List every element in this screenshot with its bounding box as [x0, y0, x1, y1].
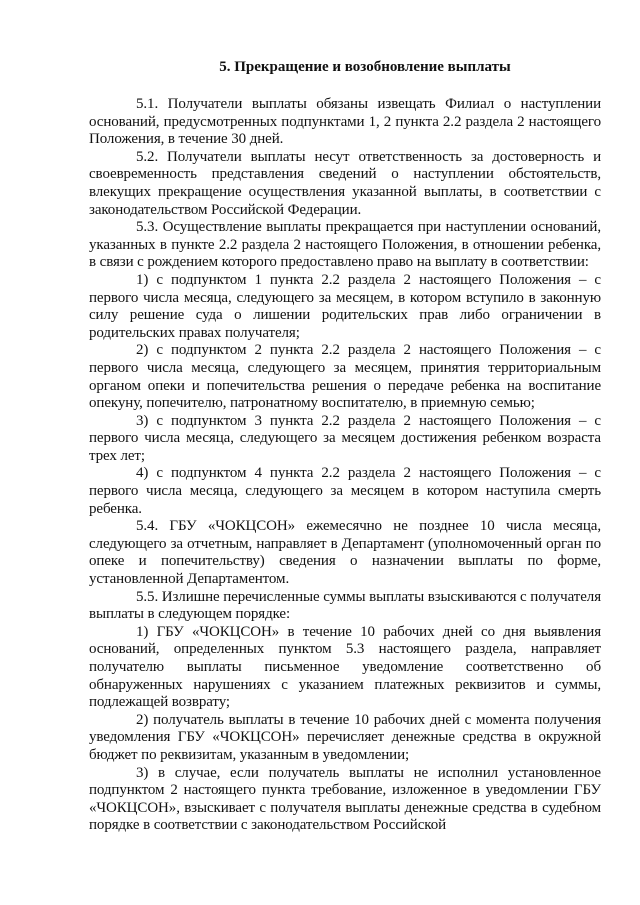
paragraph-5-3-item-2: 2) с подпунктом 2 пункта 2.2 раздела 2 настоящего Положения – с первого числа месяца, следующего за месяцем, принятия территориальным органом опеки и попечительства решения о передаче ребенка на воспитание опекуну, попечителю, патронатному воспитателю, в приемную семью; — [89, 342, 601, 412]
paragraph-5-5-item-3: 3) в случае, если получатель выплаты не исполнил установленное подпунктом 2 настоящего пункта требование, изложенное в уведомлении ГБУ «ЧОКЦСОН», взыскивает с получателя выплаты денежные средства в судебном порядке в соответствии с законодательством Российской — [89, 764, 601, 834]
document-page — [89, 58, 601, 835]
paragraph-5-1: 5.1. Получатели выплаты обязаны извещать Филиал о наступлении оснований, предусмотренных подпунктами 1, 2 пункта 2.2 раздела 2 настоящего Положения, в течение 30 дней. — [89, 96, 601, 148]
paragraph-5-5-item-1: 1) ГБУ «ЧОКЦСОН» в течение 10 рабочих дней со дня выявления оснований, определенных пунктом 5.3 настоящего раздела, направляет получателю выплаты письменное уведомление соответственно об обнаруженных нарушениях с указанием платежных реквизитов и суммы, подлежащей возврату; — [89, 623, 601, 711]
paragraph-5-2: 5.2. Получатели выплаты несут ответственность за достоверность и своевременность представления сведений о наступлении обстоятельств, влекущих прекращение осуществления указанной выплаты, в соответствии с законодательством Российской Федерации. — [89, 148, 601, 218]
paragraph-5-5-item-2: 2) получатель выплаты в течение 10 рабочих дней с момента получения уведомления ГБУ «ЧОКЦСОН» перечисляет денежные средства в окружной бюджет по реквизитам, указанным в уведомлении; — [89, 711, 601, 763]
section-title: 5. Прекращение и возобновление выплаты — [219, 59, 511, 75]
paragraph-5-5: 5.5. Излишне перечисленные суммы выплаты взыскиваются с получателя выплаты в следующем порядке: — [89, 588, 601, 623]
paragraph-5-4: 5.4. ГБУ «ЧОКЦСОН» ежемесячно не позднее 10 числа месяца, следующего за отчетным, направляет в Департамент (уполномоченный орган по опеке и попечительству) сведения о назначении выплаты по форме, установленной Департаментом. — [89, 518, 601, 588]
paragraph-5-3-item-1: 1) с подпунктом 1 пункта 2.2 раздела 2 настоящего Положения – с первого числа месяца, следующего за месяцем, в котором вступило в законную силу решение суда о лишении родительских прав либо ограничении в родительских правах получателя; — [89, 271, 601, 341]
paragraph-5-3-item-3: 3) с подпунктом 3 пункта 2.2 раздела 2 настоящего Положения – с первого числа месяца, следующего за месяцем достижения ребенком возраста трех лет; — [89, 412, 601, 464]
paragraph-5-3-item-4: 4) с подпунктом 4 пункта 2.2 раздела 2 настоящего Положения – с первого числа месяца, следующего за месяцем в котором наступила смерть ребенка. — [89, 465, 601, 517]
paragraph-5-3: 5.3. Осуществление выплаты прекращается при наступлении оснований, указанных в пункте 2.2 раздела 2 настоящего Положения, в отношении ребенка, в связи с рождением которого предоставлено право на выплату в соответствии: — [89, 219, 601, 271]
